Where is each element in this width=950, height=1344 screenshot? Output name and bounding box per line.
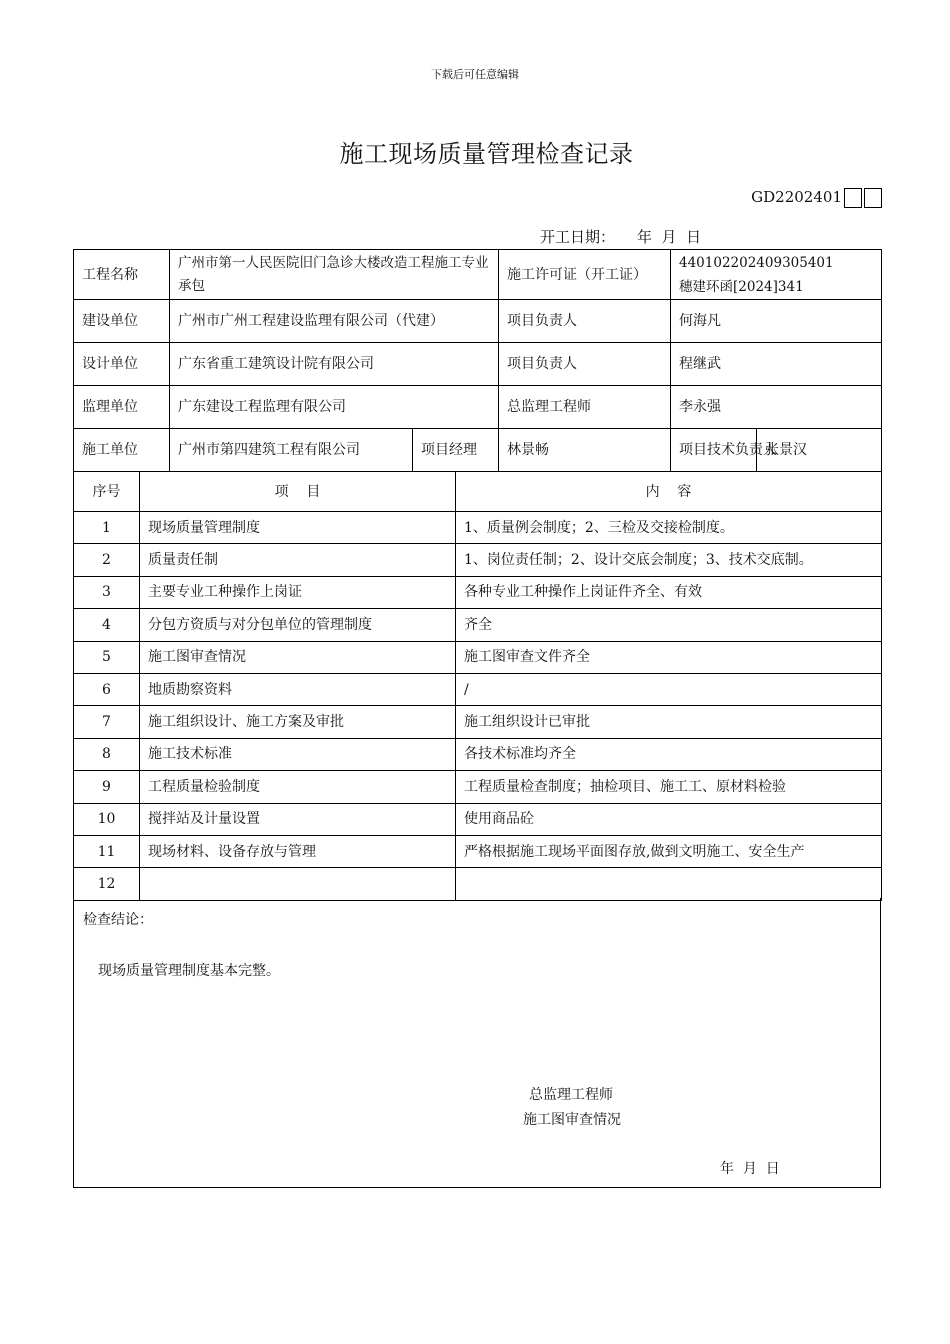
design-lead-value: 程继武 (671, 343, 882, 386)
item-name: 现场质量管理制度 (140, 512, 456, 544)
item-no: 10 (74, 803, 140, 835)
supervision-value: 广东建设工程监理有限公司 (170, 386, 499, 429)
project-info-table (73, 249, 882, 472)
item-name: 分包方资质与对分包单位的管理制度 (140, 609, 456, 641)
conclusion-label: 检查结论： (83, 912, 153, 928)
item-no: 7 (74, 706, 140, 738)
start-date-label: 开工日期： (540, 228, 616, 246)
item-no: 6 (74, 673, 140, 705)
permit-line-2: 穗建环函[2024]341 (679, 278, 804, 295)
item-content: 施工组织设计已审批 (456, 706, 882, 738)
table-row (74, 706, 882, 738)
table-row (74, 544, 882, 576)
tech-lead-label (671, 429, 777, 472)
item-content: 严格根据施工现场平面图存放,做到文明施工、安全生产 (456, 835, 882, 867)
item-content: / (456, 673, 882, 705)
item-name: 质量责任制 (140, 544, 456, 576)
chief-supervisor-label: 总监理工程师 (499, 386, 671, 429)
owner-label: 建设单位 (74, 300, 170, 343)
item-content (456, 868, 882, 900)
supervision-label: 监理单位 (74, 386, 170, 429)
table-row (74, 641, 882, 673)
code-box-2[interactable] (864, 188, 882, 208)
item-no: 11 (74, 835, 140, 867)
table-row (74, 803, 882, 835)
item-no: 8 (74, 738, 140, 770)
owner-lead-label: 项目负责人 (499, 300, 671, 343)
permit-label: 施工许可证（开工证） (499, 250, 671, 300)
item-name: 地质勘察资料 (140, 673, 456, 705)
start-date (540, 226, 701, 247)
table-row (74, 512, 882, 544)
check-items-table (73, 471, 882, 901)
owner-lead-value: 何海凡 (671, 300, 882, 343)
design-lead-label: 项目负责人 (499, 343, 671, 386)
header-no: 序号 (74, 472, 140, 512)
item-content: 使用商品砼 (456, 803, 882, 835)
item-name: 工程质量检验制度 (140, 771, 456, 803)
item-content: 1、岗位责任制；2、设计交底会制度；3、技术交底制。 (456, 544, 882, 576)
contractor-label: 施工单位 (74, 429, 170, 472)
signer-line-2: 施工图审查情况 (523, 1112, 621, 1128)
conclusion-date: 年 月 日 (720, 1161, 780, 1177)
table-row (74, 835, 882, 867)
item-no: 1 (74, 512, 140, 544)
table-row (74, 738, 882, 770)
project-name-label: 工程名称 (74, 250, 170, 300)
tech-lead-label-text: 项目技术负责人 (679, 442, 777, 458)
tech-lead-value: 张景汉 (757, 429, 882, 472)
signer-title: 总监理工程师 (529, 1087, 613, 1103)
item-no: 12 (74, 868, 140, 900)
item-name (140, 868, 456, 900)
item-content: 齐全 (456, 609, 882, 641)
project-name: 广州市第一人民医院旧门急诊大楼改造工程施工专业承包 (170, 250, 499, 300)
header-item: 项 目 (140, 472, 456, 512)
header-note: 下载后可任意编辑 (431, 68, 519, 81)
start-date-value: 年 月 日 (637, 228, 702, 246)
chief-supervisor-value: 李永强 (671, 386, 882, 429)
table-row (74, 868, 882, 900)
item-content: 各技术标准均齐全 (456, 738, 882, 770)
code-box-1[interactable] (844, 188, 862, 208)
item-no: 5 (74, 641, 140, 673)
item-name: 施工技术标准 (140, 738, 456, 770)
item-name: 施工组织设计、施工方案及审批 (140, 706, 456, 738)
header-content: 内 容 (456, 472, 882, 512)
pm-label: 项目经理 (413, 429, 499, 472)
table-row (74, 771, 882, 803)
table-row (74, 673, 882, 705)
item-no: 3 (74, 576, 140, 608)
conclusion-box (73, 898, 881, 1188)
item-name: 施工图审查情况 (140, 641, 456, 673)
contractor-value: 广州市第四建筑工程有限公司 (170, 429, 413, 472)
design-value: 广东省重工建筑设计院有限公司 (170, 343, 499, 386)
item-no: 2 (74, 544, 140, 576)
item-name: 现场材料、设备存放与管理 (140, 835, 456, 867)
permit-value (671, 250, 882, 300)
owner-value: 广州市广州工程建设监理有限公司（代建） (170, 300, 499, 343)
item-content: 工程质量检查制度；抽检项目、施工工、原材料检验 (456, 771, 882, 803)
item-no: 9 (74, 771, 140, 803)
item-content: 施工图审查文件齐全 (456, 641, 882, 673)
design-label: 设计单位 (74, 343, 170, 386)
item-name: 主要专业工种操作上岗证 (140, 576, 456, 608)
table-row (74, 576, 882, 608)
record-code-text: GD2202401 (751, 188, 842, 206)
record-code (751, 188, 882, 208)
item-content: 各种专业工种操作上岗证件齐全、有效 (456, 576, 882, 608)
item-name: 搅拌站及计量设置 (140, 803, 456, 835)
conclusion-text: 现场质量管理制度基本完整。 (98, 963, 280, 979)
pm-value: 林景畅 (499, 429, 671, 472)
item-no: 4 (74, 609, 140, 641)
item-content: 1、质量例会制度；2、三检及交接检制度。 (456, 512, 882, 544)
page-title: 施工现场质量管理检查记录 (339, 140, 634, 168)
table-row (74, 609, 882, 641)
permit-line-1: 440102202409305401 (679, 254, 834, 271)
